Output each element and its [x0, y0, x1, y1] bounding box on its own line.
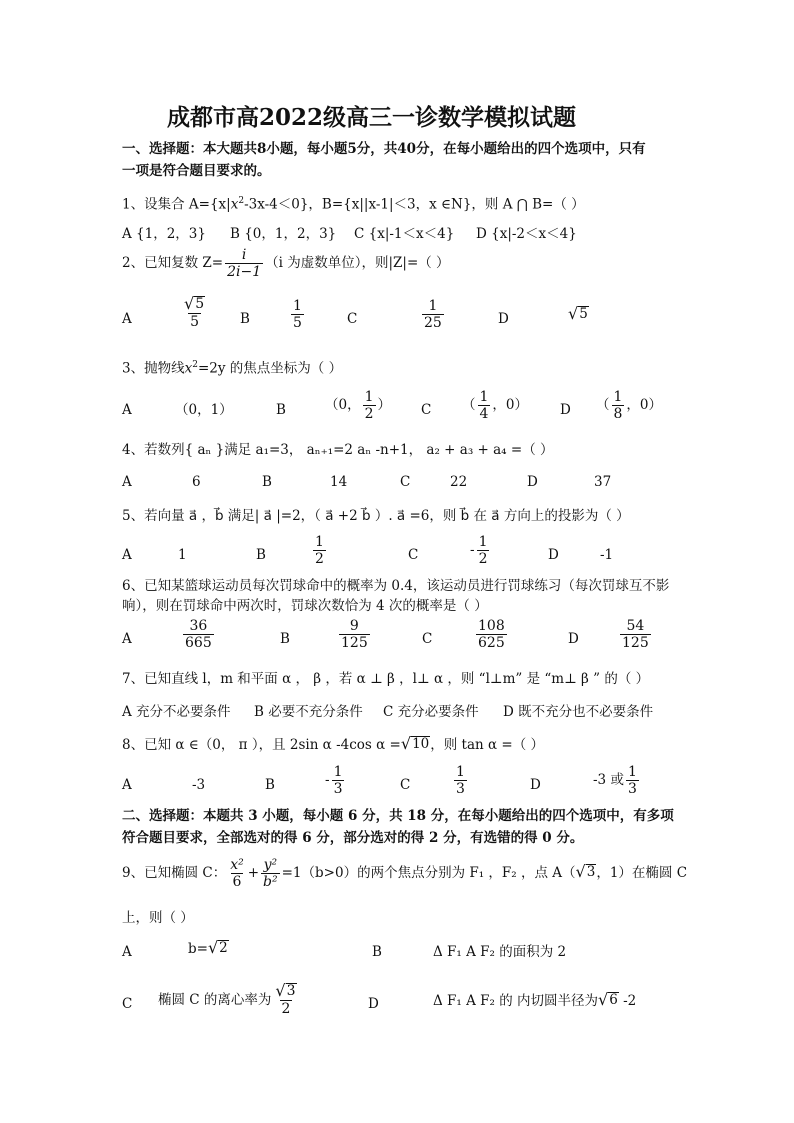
q4-letter-b: B — [262, 474, 272, 490]
q6-a-num: 36 — [189, 618, 208, 634]
q6-option-b — [337, 618, 372, 651]
q9-letter-b: B — [372, 944, 382, 960]
q2-frac-den: 2i−1 — [227, 264, 262, 281]
q3-letter-c: C — [421, 402, 432, 418]
q8-c-den: 3 — [456, 781, 465, 798]
q2-fraction — [225, 247, 263, 280]
q5-option-c — [470, 534, 491, 567]
q8-option-d — [593, 764, 641, 797]
question-6-line-2: 响），则在罚球命中两次时，罚球次数恰为 4 次的概率是（ ） — [122, 598, 488, 614]
q6-c-num: 108 — [478, 618, 505, 634]
q2-c-den: 25 — [424, 315, 442, 332]
question-1-stem — [122, 196, 585, 213]
q3-stem-part-a: 3、抛物线 — [122, 360, 185, 377]
question-8-stem: 8、已知 α ∈（0， π ），且 2sin α -4cos α = √ 10 ，则 tan α =（ ） — [122, 734, 545, 753]
q2-b-den: 5 — [293, 315, 302, 332]
q8-letter-b: B — [265, 777, 275, 793]
q2-frac-num: i — [241, 247, 247, 263]
q6-letter-b: B — [280, 631, 290, 647]
q3-b-post: ） — [377, 397, 392, 414]
q6-d-den: 125 — [622, 635, 649, 652]
q9-letter-d: D — [368, 996, 379, 1012]
q2-c-num: 1 — [428, 298, 438, 314]
q1-option-a: A {1，2，3} — [122, 226, 206, 242]
q9-option-c: 椭圆 C 的离心率为 √ 3 2 — [158, 981, 296, 1018]
q9-option-d: Δ F₁ A F₂ 的 内切圆半径为 √ 6 -2 — [433, 990, 637, 1009]
q9-c-den: 2 — [281, 1001, 291, 1018]
q9-f2-num: y² — [263, 857, 278, 873]
q9-stem-part-b: =1（b>0）的两个焦点分别为 F₁ ，F₂ ，点 A（ — [281, 865, 576, 882]
q1-option-b: B {0，1，2，3} — [230, 226, 337, 242]
page-title: 成都市高2022级高三一诊数学模拟试题 — [167, 104, 577, 131]
q9-a-radicand: 2 — [219, 940, 228, 957]
q5-option-a: 1 — [178, 547, 187, 563]
q2-option-d: √ 5 — [568, 304, 588, 323]
q2-a-den: 5 — [190, 314, 200, 331]
q9-a-text: b= — [188, 941, 208, 957]
q5-c-pre: - — [470, 542, 475, 559]
q6-option-a — [181, 618, 216, 651]
q3-c-post: ，0） — [492, 397, 529, 414]
q2-letter-c: C — [347, 311, 358, 327]
q8-letter-c: C — [400, 777, 411, 793]
section-1-line-1: 一、选择题：本大题共8小题，每小题5分，共40分，在每小题给出的四个选项中，只有 — [122, 141, 646, 157]
q2-b-num: 1 — [293, 298, 302, 314]
q9-f2-den: b² — [263, 874, 278, 891]
q2-letter-a: A — [122, 311, 132, 327]
q4-letter-a: A — [122, 474, 132, 490]
q9-stem-part-c: ，1）在椭圆 C — [596, 865, 688, 882]
q3-var: x — [184, 360, 193, 377]
q6-letter-c: C — [422, 631, 433, 647]
q3-stem-part-b: =2y 的焦点坐标为（ ） — [197, 360, 343, 377]
q6-b-num: 9 — [349, 618, 359, 634]
q1-option-d: D {x|-2＜x＜4} — [476, 226, 577, 242]
q2-d-radicand: 5 — [579, 306, 588, 323]
q5-option-d: -1 — [600, 547, 614, 563]
q9-c-text: 椭圆 C 的离心率为 — [158, 991, 272, 1008]
q7-option-b: B 必要不充分条件 — [254, 704, 363, 720]
q3-b-den: 2 — [364, 406, 374, 423]
q8-c-num: 1 — [456, 764, 465, 780]
q9-letter-a: A — [122, 944, 132, 960]
q3-letter-d: D — [560, 402, 571, 418]
section-2-line-1: 二、选择题：本题共 3 小题，每小题 6 分，共 18 分，在每小题给出的四个选项中，有多项 — [122, 808, 674, 824]
section-1-line-2: 一项是符合题目要求的。 — [122, 163, 271, 179]
question-7-stem: 7、已知直线 l，m 和平面 α ， β ，若 α ⊥ β ，l⊥ α ，则 “l⊥m” 是 “m⊥ β ” 的（ ） — [122, 671, 650, 687]
q2-letter-d: D — [498, 311, 509, 327]
q5-letter-b: B — [256, 547, 266, 563]
q6-letter-a: A — [122, 631, 132, 647]
q3-c-den: 4 — [479, 406, 489, 423]
q8-option-a: -3 — [192, 777, 206, 793]
section-2-line-2: 符合题目要求，全部选对的得 6 分，部分选对的得 2 分，有选错的得 0 分。 — [122, 830, 584, 846]
q1-exp: 2 — [238, 196, 245, 206]
q8-d-den: 3 — [627, 781, 637, 798]
question-2-stem — [122, 247, 450, 280]
q1-var: x — [230, 196, 239, 213]
q5-b-num: 1 — [315, 534, 324, 550]
q3-c-num: 1 — [479, 389, 489, 405]
q4-letter-d: D — [527, 474, 538, 490]
q4-option-a: 6 — [192, 474, 201, 490]
q9-f1-num: x² — [230, 857, 244, 873]
q8-b-num: 1 — [333, 764, 343, 780]
q9-stem-part-a: 9、已知椭圆 C： — [122, 865, 227, 882]
q6-b-den: 125 — [341, 635, 368, 652]
question-4-stem: 4、若数列{ aₙ }满足 a₁=3， aₙ₊₁=2 aₙ -n+1， a₂ + a₃ + a₄ =（ ） — [122, 442, 554, 458]
q3-option-d — [596, 389, 662, 422]
q5-c-den: 2 — [478, 551, 488, 568]
q9-d-radicand: 6 — [609, 992, 618, 1009]
q8-stem-part-a: 8、已知 α ∈（0， π ），且 2sin α -4cos α = — [122, 737, 401, 753]
q5-letter-c: C — [408, 547, 419, 563]
q8-option-c — [452, 764, 469, 797]
q8-b-pre: - — [325, 772, 330, 789]
q8-letter-d: D — [530, 777, 541, 793]
q3-b-pre: （0， — [325, 397, 361, 414]
q5-c-num: 1 — [478, 534, 488, 550]
q8-d-num: 1 — [627, 764, 637, 780]
question-9-stem: 9、已知椭圆 C： $\frac{\text{x²}}{6}$ + $\frac{\text{y²}}{\text{b²}}$ =1（b>0）的两个焦点分别为 F₁ ，F₂ ，点 A（ √ 3 ，1）在椭圆 C — [122, 857, 688, 891]
q3-c-pre: （ — [462, 397, 476, 414]
q8-option-b — [325, 764, 346, 797]
q5-letter-d: D — [548, 547, 559, 563]
q7-option-a: A 充分不必要条件 — [122, 704, 231, 720]
q1-stem-part-a: 1、设集合 A={x| — [122, 196, 231, 213]
q9-d-post: -2 — [618, 993, 637, 1009]
q3-option-b — [325, 389, 391, 422]
q2-stem-part-b: （i 为虚数单位），则|Z|=（ ） — [265, 255, 450, 272]
q3-d-den: 8 — [613, 406, 623, 423]
q3-d-post: ，0） — [626, 397, 663, 414]
q6-option-d — [618, 618, 653, 651]
q8-b-den: 3 — [333, 781, 343, 798]
q3-d-num: 1 — [613, 389, 623, 405]
q9-d-text: Δ F₁ A F₂ 的 内切圆半径为 — [433, 993, 599, 1009]
q1-stem-part-b: -3x-4＜0}，B={x||x-1|＜3，x ∈N}，则 A ⋂ B=（ ） — [244, 196, 585, 213]
q7-option-d: D 既不充分也不必要条件 — [503, 704, 654, 720]
q8-d-pre: -3 或 — [593, 772, 624, 789]
q9-radicand: 3 — [586, 864, 596, 881]
q5-letter-a: A — [122, 547, 132, 563]
q8-stem-part-b: ，则 tan α =（ ） — [430, 737, 545, 753]
q6-option-c — [474, 618, 509, 651]
question-6-line-1: 6、已知某篮球运动员每次罚球命中的概率为 0.4，该运动员进行罚球练习（每次罚球互不影 — [122, 578, 670, 594]
q4-option-c: 22 — [450, 474, 468, 490]
q3-exp: 2 — [192, 360, 198, 370]
q2-option-c — [420, 298, 446, 331]
q9-f1-den: 6 — [232, 874, 242, 891]
q4-option-d: 37 — [594, 474, 612, 490]
q2-a-radicand: 5 — [195, 296, 205, 312]
question-3-stem — [122, 360, 342, 377]
q6-c-den: 625 — [478, 635, 505, 652]
q7-option-c: C 充分必要条件 — [383, 704, 479, 720]
q9-option-a: b= √ 2 — [188, 938, 228, 957]
q5-option-b — [311, 534, 328, 567]
q9-plus: + — [247, 865, 260, 882]
q3-letter-a: A — [122, 402, 132, 418]
q3-option-c — [462, 389, 528, 422]
q9-c-radicand: 3 — [286, 983, 296, 999]
q4-option-b: 14 — [330, 474, 348, 490]
q3-option-a: （0，1） — [175, 402, 233, 418]
q9-option-b: Δ F₁ A F₂ 的面积为 2 — [433, 944, 567, 960]
q8-letter-a: A — [122, 777, 132, 793]
q9-letter-c: C — [122, 996, 133, 1012]
question-5-stem: 5、若向量 a⃗ ，b⃗ 满足| a⃗ |=2，（ a⃗ +2 b⃗ ）. a⃗ =6，则 b⃗ 在 a⃗ 方向上的投影为（ ） — [122, 508, 630, 524]
q5-b-den: 2 — [315, 551, 324, 568]
q6-a-den: 665 — [185, 635, 212, 652]
q1-option-c: C {x|-1＜x＜4} — [354, 226, 455, 242]
q2-letter-b: B — [240, 311, 250, 327]
q3-b-num: 1 — [364, 389, 374, 405]
q2-option-b — [289, 298, 306, 331]
q8-radicand: 10 — [412, 736, 430, 753]
q2-option-a: √ 5 5 — [184, 294, 205, 331]
q4-letter-c: C — [400, 474, 411, 490]
q2-stem-part-a: 2、已知复数 Z= — [122, 255, 224, 272]
question-9-line-2: 上，则（ ） — [122, 910, 194, 926]
q3-letter-b: B — [276, 402, 286, 418]
q6-d-num: 54 — [626, 618, 645, 634]
q6-letter-d: D — [568, 631, 579, 647]
q3-d-pre: （ — [596, 397, 610, 414]
